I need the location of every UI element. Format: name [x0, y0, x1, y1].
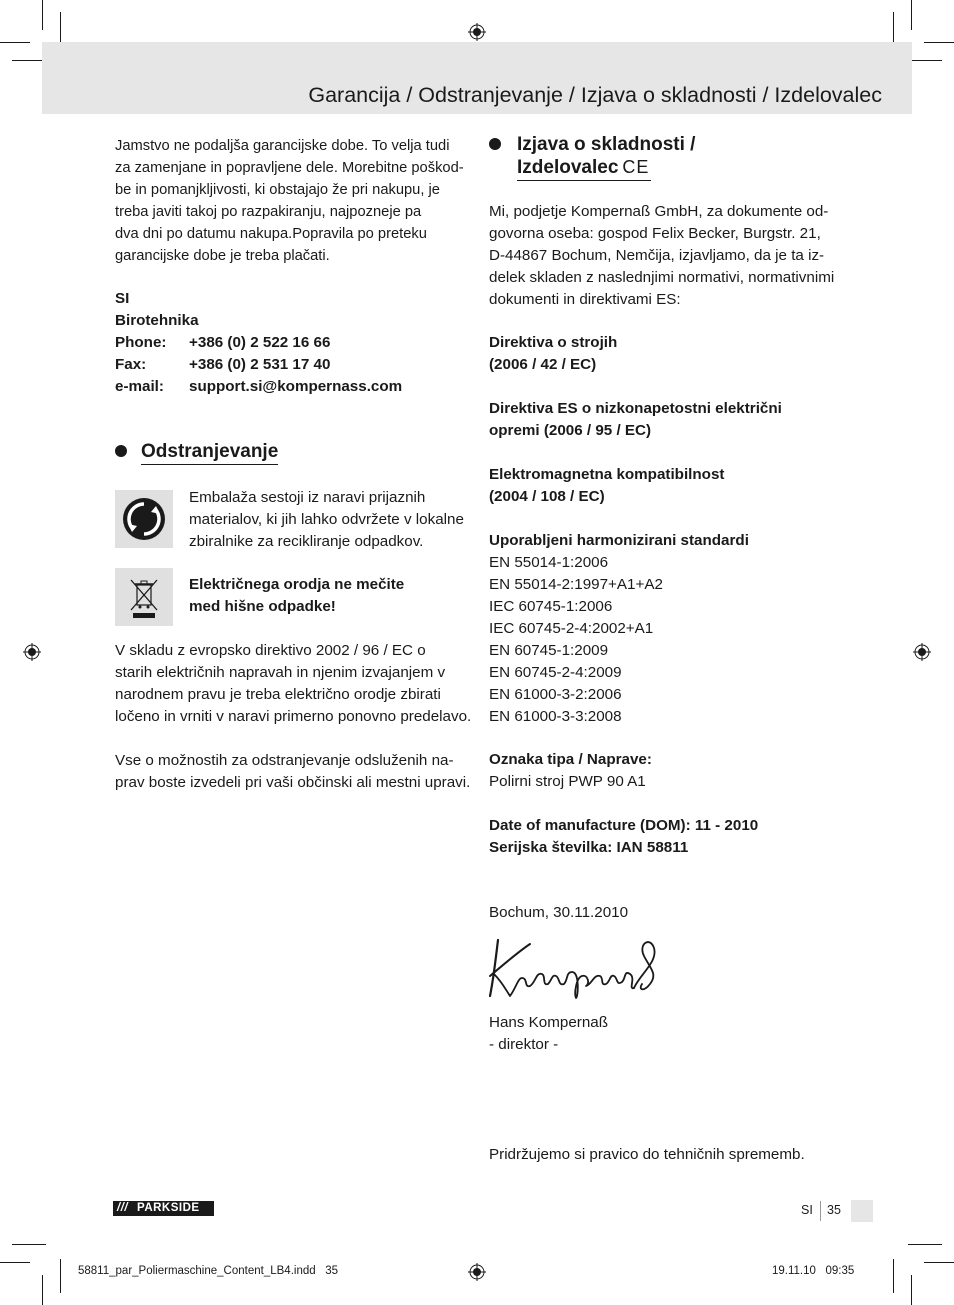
bullet-icon: [115, 445, 127, 457]
type-designation: Oznaka tipa / Naprave: Polirni stroj PWP 90 A1: [489, 751, 652, 790]
contact-company: Birotehnika: [115, 312, 199, 329]
weee-warning: Električnega orodja ne mečite med hišne odpadke!: [189, 576, 405, 615]
footer-language: SI: [801, 1203, 813, 1217]
contact-row: Fax: +386 (0) 2 531 17 40: [115, 354, 402, 376]
place-date: Bochum, 30.11.2010: [489, 904, 629, 921]
crop-mark: [924, 42, 954, 43]
registration-mark-icon: [23, 643, 41, 661]
signatory-name: Hans Kompernaß: [489, 1014, 609, 1031]
parkside-logo: /// PARKSIDE: [113, 1201, 214, 1216]
crop-mark: [911, 0, 912, 30]
disposal-info-paragraph: Vse o možnostih za odstranjevanje odsluženih na- prav boste izvedeli pri vaši občinski ali mestni upravi.: [115, 752, 471, 791]
standard-item: EN 55014-1:2006: [489, 554, 609, 571]
standard-item: IEC 60745-2-4:2002+A1: [489, 620, 654, 637]
phone-number: +386 (0) 2 522 16 66: [189, 334, 331, 351]
crop-mark: [924, 1262, 954, 1263]
date-of-manufacture: Date of manufacture (DOM): 11 - 2010: [489, 817, 759, 834]
manufacture-info: [489, 815, 849, 859]
page-title: Garancija / Odstranjevanje / Izjava o skladnosti / Izdelovalec: [308, 83, 882, 107]
technical-changes-note: Pridržujemo si pravico do tehničnih sprememb.: [489, 1146, 805, 1163]
packaging-text: Embalaža sestoji iz naravi prijaznih materialov, ki jih lahko odvržete v lokalne zbiralnike za recikliranje odpadkov.: [189, 489, 464, 550]
bullet-icon: [489, 138, 501, 150]
standard-item: EN 61000-3-2:2006: [489, 686, 622, 703]
standards-list: [489, 530, 849, 728]
service-contact: [115, 288, 465, 398]
email-address: support.si@kompernass.com: [189, 378, 403, 395]
crop-mark: [60, 1259, 61, 1293]
recycling-icon: [115, 490, 173, 548]
crop-mark: [12, 1244, 46, 1245]
crop-mark: [0, 1262, 30, 1263]
signatory-role: - direktor -: [489, 1036, 559, 1053]
standard-item: EN 60745-1:2009: [489, 642, 609, 659]
page-number-box: [851, 1200, 873, 1222]
standard-item: EN 60745-2-4:2009: [489, 664, 622, 681]
crop-mark: [893, 1259, 894, 1293]
contact-country: SI: [115, 290, 130, 307]
directive-machinery: Direktiva o strojih (2006 / 42 / EC): [489, 334, 618, 373]
slug-date: 19.11.10 09:35: [772, 1265, 855, 1277]
crop-mark: [911, 1275, 912, 1305]
declaration-intro: Mi, podjetje Kompernaß GmbH, za dokumente od- govorna oseba: gospod Felix Becker, Burgstr. 21, D-44867 Bochum, Nemčija, izjavljamo, da je ta iz- delek skladen z naslednjimi normativi, normativnimi dokumenti in direktivami ES:: [489, 203, 835, 308]
standard-item: EN 61000-3-3:2008: [489, 708, 622, 725]
crop-mark: [893, 12, 894, 46]
crop-mark: [60, 12, 61, 46]
footer-divider: [820, 1201, 821, 1221]
contact-table: [115, 332, 402, 398]
directive-emc: Elektromagnetna kompatibilnost (2004 / 108 / EC): [489, 466, 725, 505]
page-number: 35: [827, 1203, 841, 1217]
crop-mark: [0, 42, 30, 43]
standards-heading: Uporabljeni harmonizirani standardi: [489, 532, 749, 549]
standard-item: IEC 60745-1:2006: [489, 598, 613, 615]
serial-number: Serijska številka: IAN 58811: [489, 839, 689, 856]
warranty-paragraph: Jamstvo ne podaljša garancijske dobe. To velja tudi za zamenjane in popravljene dele. Morebitne poškod- be in pomanjkljivosti, ki obstajajo že pri nakupu, je treba javiti takoj po razpakiranju, najpozneje pa dva dni po datumu nakupa.Popravila po preteku garancijske dobe je treba plačati.: [115, 138, 464, 264]
registration-mark-icon: [468, 1263, 486, 1281]
directive-low-voltage: Direktiva ES o nizkonapetostni električni opremi (2006 / 95 / EC): [489, 400, 782, 439]
disposal-heading: Odstranjevanje: [115, 440, 278, 463]
signatory-block: [489, 1012, 849, 1056]
crop-mark: [908, 1244, 942, 1245]
registration-mark-icon: [468, 23, 486, 41]
signature-image: [486, 934, 661, 1000]
conformity-heading: Izjava o skladnosti / Izdelovalec CE: [489, 133, 695, 179]
contact-row: Phone: +386 (0) 2 522 16 66: [115, 332, 402, 354]
logo-slashes-icon: ///: [117, 1202, 129, 1214]
ce-mark-icon: CE: [622, 157, 650, 177]
crop-mark: [12, 60, 46, 61]
contact-row: e-mail: support.si@kompernass.com: [115, 376, 402, 398]
crop-mark: [908, 60, 942, 61]
slug-file: 58811_par_Poliermaschine_Content_LB4.indd 35: [78, 1265, 339, 1277]
directive-paragraph: V skladu z evropsko direktivo 2002 / 96 / EC o starih električnih napravah in njenim izvajanjem v narodnem pravu je treba električno orodje zbirati ločeno in vrniti v naravi primerno ponovno predelavo.: [115, 642, 472, 725]
crossed-bin-icon: [115, 568, 173, 626]
registration-mark-icon: [913, 643, 931, 661]
fax-number: +386 (0) 2 531 17 40: [189, 356, 331, 373]
crop-mark: [42, 0, 43, 30]
crop-mark: [42, 1275, 43, 1305]
standard-item: EN 55014-2:1997+A1+A2: [489, 576, 663, 593]
